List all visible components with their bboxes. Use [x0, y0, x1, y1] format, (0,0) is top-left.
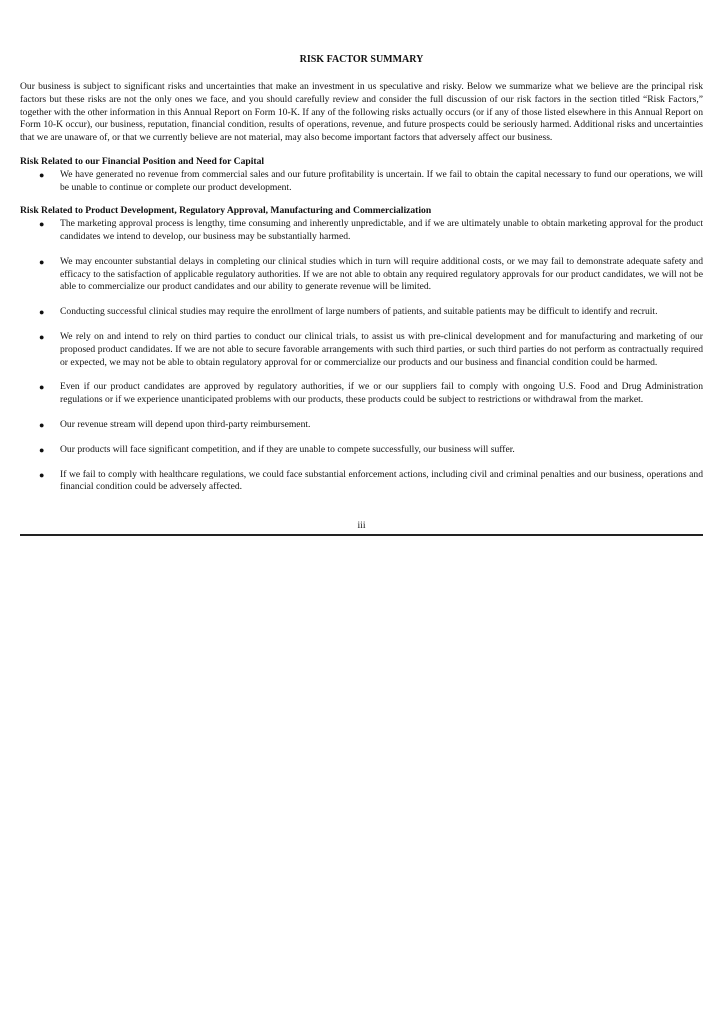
bullet-icon: ● [39, 382, 45, 393]
list-item [20, 218, 703, 244]
page-number: iii [357, 520, 366, 532]
bullet-icon: ● [39, 307, 45, 318]
list-item-text: We have generated no revenue from commercial sales and our future profitability is uncertain. If we fail to obtain the capital necessary to fund our operations, we will be unable to continue or complete our product development. [60, 168, 703, 193]
list-item-text: If we fail to comply with healthcare regulations, we could face substantial enforcement actions, including civil and criminal penalties and our business, operations and financial condition could be adversely affected. [60, 468, 703, 493]
list-item-text: We may encounter substantial delays in completing our clinical studies which in turn will require additional costs, or we may fail to demonstrate adequate safety and efficacy to the satisfaction of applicable regulatory authorities. If we are not able to obtain any required regulatory approvals for our product candidates, we will not be able to commercialize our product candidates and our ability to generate revenue will be limited. [60, 255, 703, 293]
bullet-icon: ● [39, 444, 45, 455]
bullet-icon: ● [39, 331, 45, 342]
risk-list-financial [20, 169, 703, 195]
list-item-text: Our revenue stream will depend upon third-party reimbursement. [60, 418, 311, 430]
list-item-text: Our products will face significant competition, and if they are unable to compete successfully, our business will suffer. [60, 443, 515, 455]
risk-list-product [20, 218, 703, 494]
list-item-text: The marketing approval process is lengthy, time consuming and inherently unpredictable, and if we are ultimately unable to obtain marketing approval for the product candidates we intend to develop, our business may be substantially harmed. [60, 218, 703, 242]
bullet-icon: ● [39, 219, 45, 230]
list-item [20, 469, 703, 495]
list-item [20, 381, 703, 407]
bullet-icon: ● [39, 256, 45, 267]
section-heading-product: Risk Related to Product Development, Regulatory Approval, Manufacturing and Commercialization [20, 205, 432, 217]
intro-paragraph: Our business is subject to significant risks and uncertainties that make an investment in us speculative and risky. Below we summarize what we believe are the principal risk factors but these risks are not the only ones we face, and you should carefully review and consider the full discussion of our risk factors in the section titled “Risk Factors,” together with the other information in this Annual Report on Form 10-K. If any of the following risks actually occurs (or if any of those listed elsewhere in this Annual Report on Form 10-K occur), our business, reputation, financial condition, results of operations, revenue, and future prospects could be seriously harmed. Additional risks and uncertainties that we are unaware of, or that we currently believe are not material, may also become important factors that adversely affect our business. [20, 81, 703, 144]
list-item-text: Conducting successful clinical studies may require the enrollment of large numbers of patients, and suitable patients may be difficult to identify and recruit. [60, 306, 658, 318]
page-title: RISK FACTOR SUMMARY [299, 54, 424, 65]
bullet-icon: ● [39, 419, 45, 430]
list-item [20, 331, 703, 369]
list-item-text: We rely on and intend to rely on third parties to conduct our clinical trials, to assist us with pre-clinical development and for manufacturing and marketing of our proposed product candidates. If we are not able to secure favorable arrangements with such third parties, or such third parties do not perform as contractually required or expected, we may not be able to obtain regulatory approval for or commercialize our products and our business and financial condition could be harmed. [60, 330, 703, 368]
list-item [20, 256, 703, 294]
list-item [20, 306, 703, 319]
list-item [20, 444, 703, 457]
bullet-icon: ● [39, 469, 45, 480]
list-item [20, 169, 703, 195]
list-item [20, 419, 703, 432]
footer-divider [20, 534, 703, 536]
bullet-icon: ● [39, 169, 45, 180]
section-heading-financial: Risk Related to our Financial Position and Need for Capital [20, 155, 265, 167]
list-item-text: Even if our product candidates are approved by regulatory authorities, if we or our suppliers fail to comply with ongoing U.S. Food and Drug Administration regulations or if we experience unanticipated problems with our products, these products could be subject to restrictions or withdrawal from the market. [60, 381, 703, 406]
